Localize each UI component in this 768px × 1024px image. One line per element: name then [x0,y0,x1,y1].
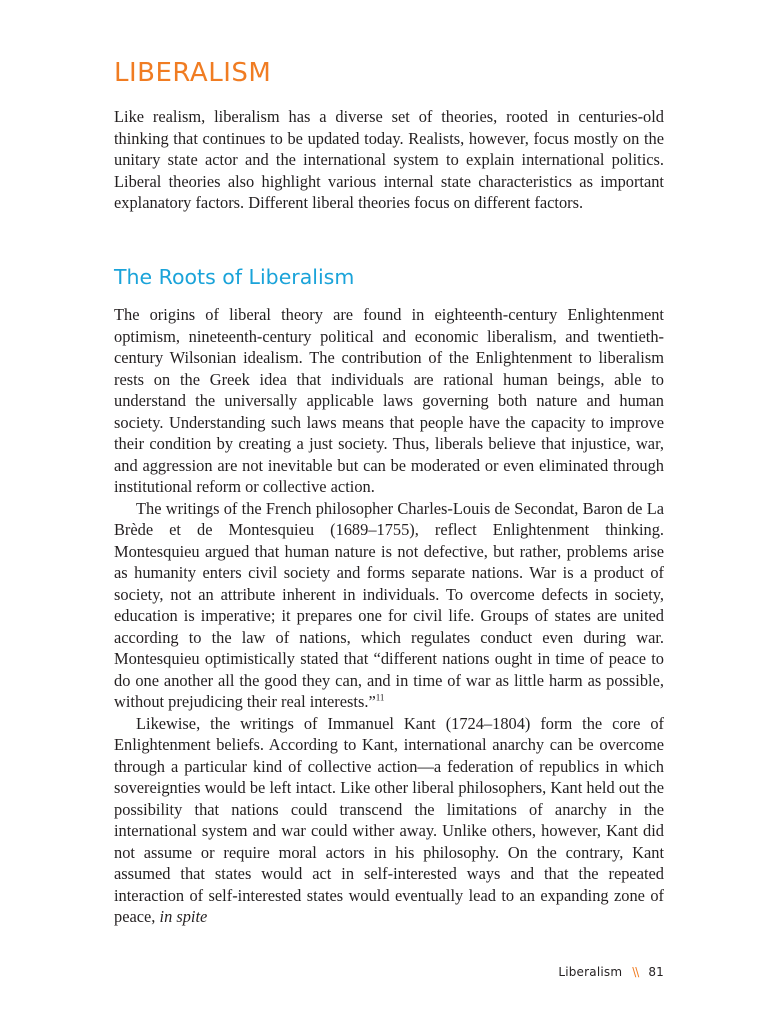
paragraph-montesquieu-text: The writings of the French philosopher Charles-Louis de Secondat, Baron de La Brède et de Montesquieu (1689–1755), reflect Enlightenment thinking. Montesquieu argued that human nature is not defective, but rather, problems arise as humanity enters civil society and forms separate nations. War is a product of society, not an attribute inherent in individuals. To overcome defects in society, education is imperative; it prepares one for civil life. Groups of states are united according to the law of nations, which regulates conduct even during war. Montesquieu optimistically stated that “different nations ought in time of peace to do one another all the good they can, and in time of war as little harm as possible, without prejudicing their real interests.” [114,498,664,711]
paragraph-kant-text: Likewise, the writings of Immanuel Kant (1724–1804) form the core of Enlightenment beliefs. According to Kant, international anarchy can be overcome through a particular kind of collective action—a federation of republics in which sovereignties would be left intact. Like other liberal philosophers, Kant held out the possibility that nations could transcend the limitations of anarchy in the international system and war could wither away. Unlike others, however, Kant did not assume or require moral actors in his philosophy. On the contrary, Kant assumed that states would act in self-interested ways and that the repeated interaction of self-interested states would eventually lead to an expanding zone of peace, [114,713,664,926]
page-number: 81 [648,965,664,979]
intro-paragraph: Like realism, liberalism has a diverse set of theories, rooted in centuries-old thinking that continues to be updated today. Realists, however, focus mostly on the unitary state actor and the international system to explain international politics. Liberal theories also highlight various internal state characteristics as important explanatory factors. Different liberal theories focus on different factors. [114,107,664,212]
section-heading: The Roots of Liberalism [114,265,355,289]
paragraph-origins: The origins of liberal theory are found in eighteenth-century Enlightenment optimism, nineteenth-century political and economic liberalism, and twentieth-century Wilsonian idealism. The contribution of the Enlightenment to liberalism rests on the Greek idea that individuals are rational human beings, able to understand the universally applicable laws governing both nature and human society. Understanding such laws means that people have the capacity to improve their condition by creating a just society. Thus, liberals believe that injustice, war, and aggression are not inevitable but can be moderated or even eliminated through institutional reform or collective action. [114,305,664,496]
footnote-marker: 11 [375,692,385,703]
paragraph-kant-italic: in spite [159,907,208,926]
footer-separator: \\ [632,965,639,979]
paragraph-montesquieu [114,498,664,713]
chapter-title: LIBERALISM [114,58,272,88]
page-footer [558,965,664,979]
running-title: Liberalism [558,965,623,979]
paragraph-kant [114,713,664,928]
section-body [114,304,664,928]
